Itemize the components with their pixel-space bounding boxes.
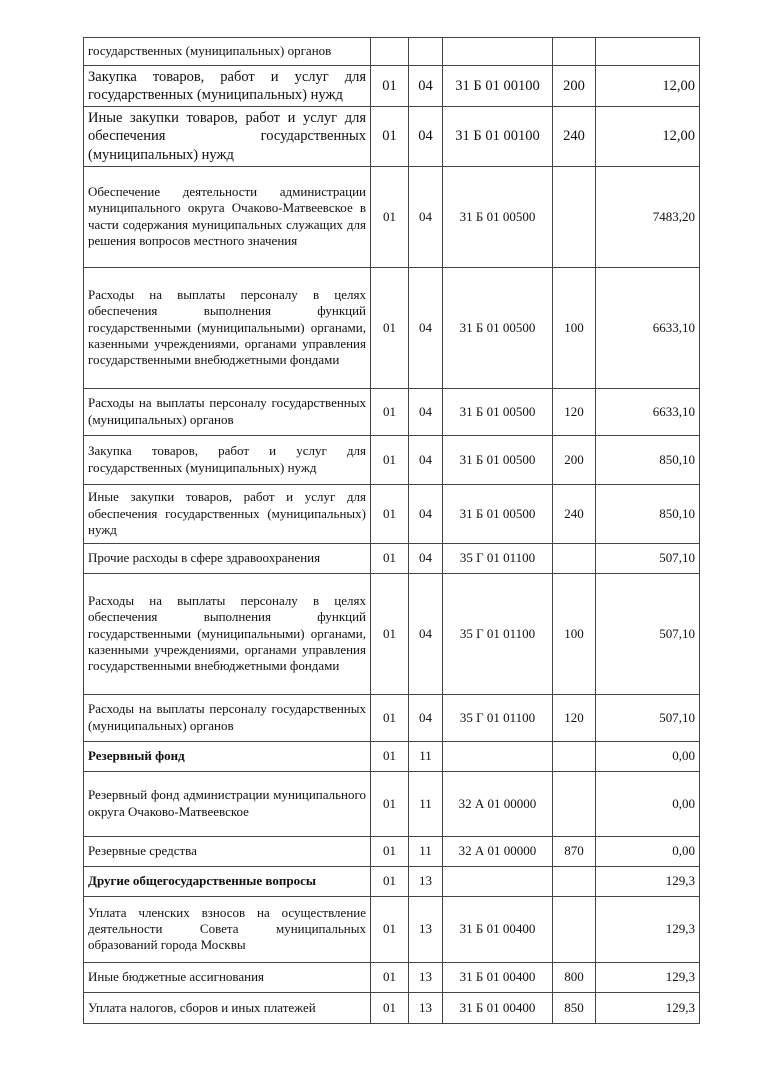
table-row bbox=[84, 866, 700, 896]
table-row bbox=[84, 962, 700, 992]
table-row bbox=[84, 992, 700, 1023]
amount: 0,00 bbox=[596, 836, 700, 866]
expense-type-code: 200 bbox=[553, 66, 596, 107]
table-row bbox=[84, 107, 700, 166]
row-name: Расходы на выплаты персоналу в целях обеспечения выполнения функций государственными (муниципальными) органами, казенными учреждениями, органами управления государственными внебюджетными фондами bbox=[84, 573, 371, 694]
table-row bbox=[84, 741, 700, 771]
section-code: 01 bbox=[371, 694, 409, 741]
amount: 129,3 bbox=[596, 962, 700, 992]
expense-type-code: 100 bbox=[553, 573, 596, 694]
amount: 507,10 bbox=[596, 694, 700, 741]
subsection-code: 04 bbox=[409, 388, 443, 435]
section-code: 01 bbox=[371, 166, 409, 267]
expense-type-code bbox=[553, 866, 596, 896]
subsection-code: 13 bbox=[409, 896, 443, 962]
target-article-code: 31 Б 01 00500 bbox=[443, 267, 553, 388]
section-code: 01 bbox=[371, 741, 409, 771]
amount: 850,10 bbox=[596, 435, 700, 484]
table-row bbox=[84, 543, 700, 573]
expense-type-code bbox=[553, 166, 596, 267]
section-code: 01 bbox=[371, 388, 409, 435]
target-article-code: 35 Г 01 01100 bbox=[443, 543, 553, 573]
table-row bbox=[84, 694, 700, 741]
section-code: 01 bbox=[371, 771, 409, 836]
amount: 7483,20 bbox=[596, 166, 700, 267]
table-row bbox=[84, 573, 700, 694]
section-code: 01 bbox=[371, 484, 409, 543]
expense-type-code: 870 bbox=[553, 836, 596, 866]
section-code: 01 bbox=[371, 107, 409, 166]
target-article-code: 31 Б 01 00500 bbox=[443, 435, 553, 484]
row-name: Резервный фонд bbox=[84, 741, 371, 771]
section-code: 01 bbox=[371, 962, 409, 992]
subsection-code: 11 bbox=[409, 836, 443, 866]
table-row bbox=[84, 388, 700, 435]
row-name: Иные закупки товаров, работ и услуг для обеспечения государственных (муниципальных) нужд bbox=[84, 107, 371, 166]
amount: 507,10 bbox=[596, 543, 700, 573]
target-article-code: 31 Б 01 00100 bbox=[443, 66, 553, 107]
section-code: 01 bbox=[371, 573, 409, 694]
target-article-code: 31 Б 01 00400 bbox=[443, 992, 553, 1023]
row-name: Уплата членских взносов на осуществление деятельности Совета муниципальных образований города Москвы bbox=[84, 896, 371, 962]
amount: 0,00 bbox=[596, 741, 700, 771]
table-row bbox=[84, 38, 700, 66]
section-code: 01 bbox=[371, 543, 409, 573]
row-name: государственных (муниципальных) органов bbox=[84, 38, 371, 66]
subsection-code: 13 bbox=[409, 992, 443, 1023]
expense-type-code bbox=[553, 741, 596, 771]
amount: 129,3 bbox=[596, 896, 700, 962]
section-code: 01 bbox=[371, 896, 409, 962]
budget-table bbox=[83, 37, 700, 1024]
target-article-code: 35 Г 01 01100 bbox=[443, 573, 553, 694]
subsection-code: 04 bbox=[409, 66, 443, 107]
target-article-code bbox=[443, 866, 553, 896]
expense-type-code: 120 bbox=[553, 388, 596, 435]
target-article-code: 31 Б 01 00500 bbox=[443, 166, 553, 267]
row-name: Прочие расходы в сфере здравоохранения bbox=[84, 543, 371, 573]
row-name: Иные бюджетные ассигнования bbox=[84, 962, 371, 992]
target-article-code: 31 Б 01 00100 bbox=[443, 107, 553, 166]
target-article-code: 31 Б 01 00400 bbox=[443, 896, 553, 962]
subsection-code: 04 bbox=[409, 107, 443, 166]
expense-type-code: 800 bbox=[553, 962, 596, 992]
target-article-code: 32 А 01 00000 bbox=[443, 771, 553, 836]
subsection-code: 04 bbox=[409, 484, 443, 543]
amount bbox=[596, 38, 700, 66]
row-name: Уплата налогов, сборов и иных платежей bbox=[84, 992, 371, 1023]
section-code: 01 bbox=[371, 435, 409, 484]
amount: 850,10 bbox=[596, 484, 700, 543]
section-code: 01 bbox=[371, 66, 409, 107]
row-name: Резервные средства bbox=[84, 836, 371, 866]
expense-type-code bbox=[553, 771, 596, 836]
row-name: Обеспечение деятельности администрации муниципального округа Очаково-Матвеевское в части содержания муниципальных служащих для решения вопросов местного значения bbox=[84, 166, 371, 267]
subsection-code: 04 bbox=[409, 573, 443, 694]
expense-type-code: 240 bbox=[553, 107, 596, 166]
expense-type-code: 850 bbox=[553, 992, 596, 1023]
section-code: 01 bbox=[371, 267, 409, 388]
row-name: Иные закупки товаров, работ и услуг для обеспечения государственных (муниципальных) нужд bbox=[84, 484, 371, 543]
target-article-code: 31 Б 01 00500 bbox=[443, 388, 553, 435]
row-name: Расходы на выплаты персоналу в целях обеспечения выполнения функций государственными (муниципальными) органами, казенными учреждениями, органами управления государственными внебюджетными фондами bbox=[84, 267, 371, 388]
expense-type-code bbox=[553, 896, 596, 962]
expense-type-code: 120 bbox=[553, 694, 596, 741]
section-code: 01 bbox=[371, 992, 409, 1023]
row-name: Закупка товаров, работ и услуг для государственных (муниципальных) нужд bbox=[84, 435, 371, 484]
section-code: 01 bbox=[371, 836, 409, 866]
table-row bbox=[84, 484, 700, 543]
expense-type-code: 200 bbox=[553, 435, 596, 484]
row-name: Другие общегосударственные вопросы bbox=[84, 866, 371, 896]
section-code bbox=[371, 38, 409, 66]
amount: 12,00 bbox=[596, 107, 700, 166]
target-article-code: 32 А 01 00000 bbox=[443, 836, 553, 866]
amount: 6633,10 bbox=[596, 388, 700, 435]
expense-type-code bbox=[553, 543, 596, 573]
subsection-code: 04 bbox=[409, 694, 443, 741]
table-row bbox=[84, 771, 700, 836]
expense-type-code: 240 bbox=[553, 484, 596, 543]
amount: 12,00 bbox=[596, 66, 700, 107]
amount: 129,3 bbox=[596, 866, 700, 896]
subsection-code: 13 bbox=[409, 962, 443, 992]
target-article-code bbox=[443, 38, 553, 66]
target-article-code: 35 Г 01 01100 bbox=[443, 694, 553, 741]
table-row bbox=[84, 836, 700, 866]
table-row bbox=[84, 66, 700, 107]
target-article-code bbox=[443, 741, 553, 771]
expense-type-code bbox=[553, 38, 596, 66]
amount: 6633,10 bbox=[596, 267, 700, 388]
subsection-code: 04 bbox=[409, 435, 443, 484]
row-name: Расходы на выплаты персоналу государственных (муниципальных) органов bbox=[84, 694, 371, 741]
table-row bbox=[84, 166, 700, 267]
row-name: Закупка товаров, работ и услуг для государственных (муниципальных) нужд bbox=[84, 66, 371, 107]
row-name: Резервный фонд администрации муниципального округа Очаково-Матвеевское bbox=[84, 771, 371, 836]
target-article-code: 31 Б 01 00400 bbox=[443, 962, 553, 992]
amount: 507,10 bbox=[596, 573, 700, 694]
subsection-code bbox=[409, 38, 443, 66]
amount: 0,00 bbox=[596, 771, 700, 836]
subsection-code: 11 bbox=[409, 741, 443, 771]
subsection-code: 04 bbox=[409, 166, 443, 267]
amount: 129,3 bbox=[596, 992, 700, 1023]
subsection-code: 11 bbox=[409, 771, 443, 836]
subsection-code: 13 bbox=[409, 866, 443, 896]
section-code: 01 bbox=[371, 866, 409, 896]
subsection-code: 04 bbox=[409, 543, 443, 573]
expense-type-code: 100 bbox=[553, 267, 596, 388]
table-row bbox=[84, 435, 700, 484]
row-name: Расходы на выплаты персоналу государственных (муниципальных) органов bbox=[84, 388, 371, 435]
table-row bbox=[84, 267, 700, 388]
subsection-code: 04 bbox=[409, 267, 443, 388]
table-row bbox=[84, 896, 700, 962]
target-article-code: 31 Б 01 00500 bbox=[443, 484, 553, 543]
